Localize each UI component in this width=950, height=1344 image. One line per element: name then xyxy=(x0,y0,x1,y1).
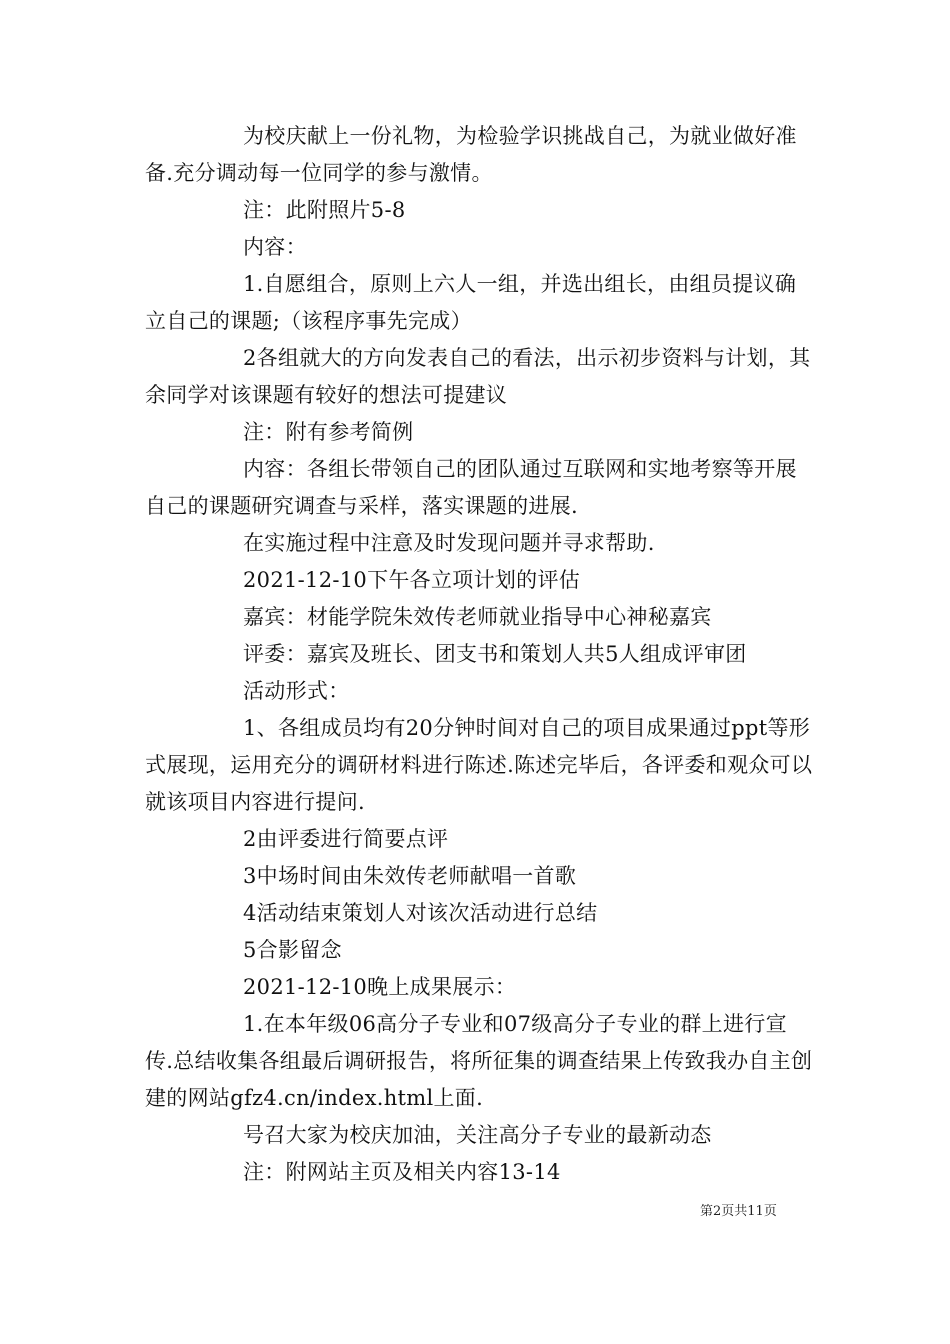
paragraph-step-1: 1.自愿组合，原则上六人一组，并选出组长，由组员提议确立自己的课题;（该程序事先完成） xyxy=(145,272,797,333)
page-number-footer: 第2页共11页 xyxy=(700,1204,777,1219)
paragraph-form-item-1: 1、各组成员均有20分钟时间对自己的项目成果通过ppt等形式展现，运用充分的调研材料进行陈述.陈述完毕后，各评委和观众可以就该项目内容进行提问. xyxy=(145,716,813,814)
paragraph-content-research: 内容：各组长带领自己的团队通过互联网和实地考察等开展自己的课题研究调查与采样，落实课题的进展. xyxy=(145,457,797,518)
document-body xyxy=(145,118,813,1191)
paragraph-purpose: 为校庆献上一份礼物，为检验学识挑战自己，为就业做好准备.充分调动每一位同学的参与激情。 xyxy=(145,124,797,185)
paragraph-guests: 嘉宾：材能学院朱效传老师就业指导中心神秘嘉宾 xyxy=(243,605,712,629)
paragraph-content-heading: 内容： xyxy=(243,235,307,259)
paragraph-step-2: 2各组就大的方向发表自己的看法，出示初步资料与计划，其余同学对该课题有较好的想法可提建议 xyxy=(145,346,811,407)
paragraph-call-to-action: 号召大家为校庆加油，关注高分子专业的最新动态 xyxy=(243,1123,712,1147)
paragraph-activity-form: 活动形式： xyxy=(243,679,350,703)
paragraph-form-item-4: 4活动结束策划人对该次活动进行总结 xyxy=(243,901,598,925)
paragraph-implementation: 在实施过程中注意及时发现问题并寻求帮助. xyxy=(243,531,655,555)
paragraph-form-item-3: 3中场时间由朱效传老师献唱一首歌 xyxy=(243,864,577,888)
paragraph-note-examples: 注：附有参考简例 xyxy=(243,420,414,444)
paragraph-evaluation-date: 2021-12-10下午各立项计划的评估 xyxy=(243,568,581,592)
paragraph-form-item-5: 5合影留念 xyxy=(243,938,342,962)
paragraph-note-photos: 注：此附照片5-8 xyxy=(243,198,406,222)
paragraph-form-item-2: 2由评委进行简要点评 xyxy=(243,827,449,851)
paragraph-results-date: 2021-12-10晚上成果展示： xyxy=(243,975,517,999)
paragraph-judges: 评委：嘉宾及班长、团支书和策划人共5人组成评审团 xyxy=(243,642,747,666)
paragraph-results-item-1: 1.在本年级06高分子专业和07级高分子专业的群上进行宣传.总结收集各组最后调研报告，将所征集的调查结果上传致我办自主创建的网站gfz4.cn/index.html上面. xyxy=(145,1012,813,1110)
paragraph-note-website: 注：附网站主页及相关内容13-14 xyxy=(243,1160,561,1184)
